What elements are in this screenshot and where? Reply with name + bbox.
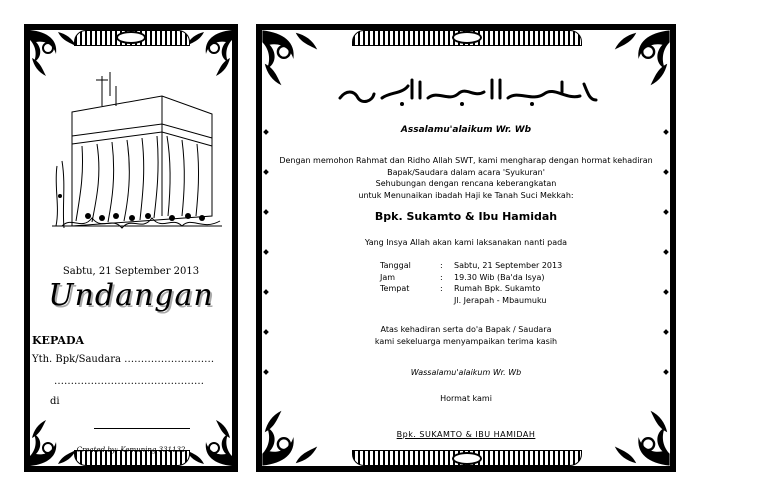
address-line bbox=[94, 428, 190, 429]
detail-separator: : bbox=[440, 272, 443, 282]
body-line: untuk Menunaikan ibadah Haji ke Tanah Suci Mekkah: bbox=[358, 190, 574, 200]
recipient-heading: KEPADA bbox=[32, 334, 85, 347]
side-diamond-icon bbox=[263, 289, 269, 295]
top-oval-icon bbox=[116, 31, 146, 44]
detail-value: Rumah Bpk. Sukamto bbox=[454, 284, 541, 293]
detail-value: 19.30 Wib (Ba'da Isya) bbox=[454, 272, 545, 282]
signature: Bpk. SUKAMTO & IBU HAMIDAH bbox=[396, 430, 536, 439]
bottom-oval-icon bbox=[452, 452, 482, 465]
closing-text bbox=[262, 324, 670, 347]
detail-label: Tempat bbox=[380, 284, 410, 293]
recipient-line-2: ……………………………………… bbox=[54, 376, 204, 387]
invitation-card bbox=[256, 24, 676, 472]
greeting-closing: Wassalamu'alaikum Wr. Wb bbox=[410, 368, 522, 377]
event-date: Sabtu, 21 September 2013 bbox=[62, 266, 200, 277]
invitation-card-inner bbox=[262, 30, 670, 466]
schedule-intro: Yang Insya Allah akan kami laksanakan nanti pada bbox=[364, 238, 568, 247]
ornament-bottom-right-icon bbox=[182, 416, 234, 468]
detail-separator: : bbox=[440, 284, 443, 293]
detail-label: Jam bbox=[380, 272, 396, 282]
closing-line: Atas kehadiran serta do'a Bapak / Saudara bbox=[380, 325, 552, 334]
side-diamond-icon bbox=[263, 249, 269, 255]
cover-card-inner bbox=[30, 30, 232, 466]
credit-text: Created by: Kemuning 331132 bbox=[76, 446, 186, 454]
detail-row bbox=[380, 283, 562, 295]
regards-text: Hormat kami bbox=[440, 394, 492, 403]
detail-separator bbox=[440, 295, 454, 307]
basmalah-calligraphy bbox=[262, 72, 670, 108]
body-line: Dengan memohon Rahmat dan Ridho Allah SWT, kami mengharap dengan hormat kehadiran bbox=[279, 156, 653, 165]
detail-row bbox=[380, 260, 562, 272]
body-line: Sehubungan dengan rencana keberangkatan bbox=[375, 179, 557, 188]
detail-row bbox=[380, 272, 562, 284]
detail-label bbox=[380, 295, 440, 307]
invitation-body bbox=[262, 155, 670, 201]
event-details-table bbox=[380, 260, 562, 306]
detail-label: Tanggal bbox=[380, 261, 411, 270]
detail-separator: : bbox=[440, 261, 443, 270]
recipient-line: Yth. Bpk/Saudara ……………………… bbox=[32, 354, 215, 365]
top-oval-icon bbox=[452, 31, 482, 44]
host-names: Bpk. Sukamto & Ibu Hamidah bbox=[374, 210, 558, 223]
cover-card bbox=[24, 24, 238, 472]
side-diamond-icon bbox=[663, 289, 669, 295]
invitation-title: Undangan bbox=[48, 278, 214, 313]
body-line: Bapak/Saudara dalam acara 'Syukuran' bbox=[387, 167, 545, 177]
address-label: di bbox=[50, 396, 60, 407]
detail-value: Sabtu, 21 September 2013 bbox=[454, 261, 563, 270]
closing-line: kami sekeluarga menyampaikan terima kasih bbox=[374, 336, 558, 346]
ornament-bottom-left-icon bbox=[28, 416, 80, 468]
detail-row bbox=[380, 295, 562, 307]
greeting-opening: Assalamu'alaikum Wr. Wb bbox=[400, 125, 532, 135]
side-diamond-icon bbox=[663, 249, 669, 255]
kaaba-illustration bbox=[52, 66, 222, 236]
detail-value: Jl. Jerapah - Mbaumuku bbox=[454, 295, 547, 305]
